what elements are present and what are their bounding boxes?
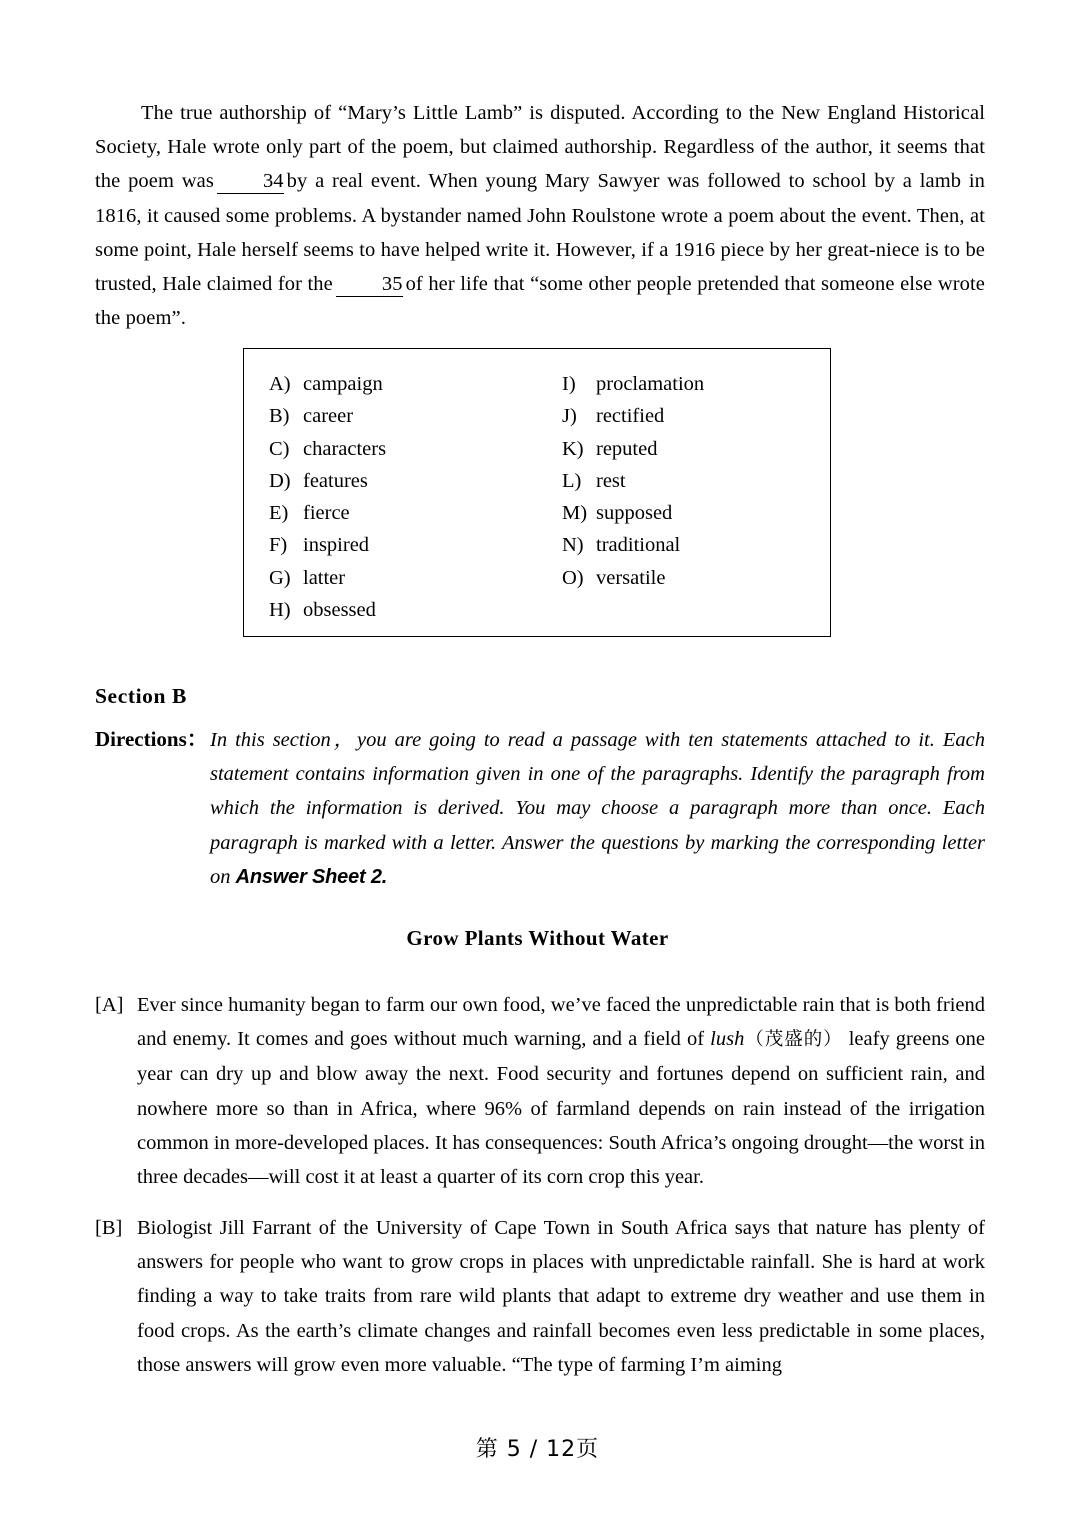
blank-34[interactable]: 34	[217, 171, 284, 194]
options-columns	[244, 349, 830, 636]
option-letter: K)	[562, 437, 584, 460]
paragraph-a-text-part2: leafy greens one year can dry up and blow away the next. Food security and fortunes depend on sufficient rain, and nowhere more so than in Africa, where 96% of farmland depends on rain instead of the irrigation common in more-developed places. It has consequences: South Africa’s ongoing drought—the worst in three decades—will cost it at least a quarter of its corn crop this year.	[137, 1028, 985, 1189]
passage-title: Grow Plants Without Water	[406, 926, 669, 950]
option-letter: H)	[269, 599, 291, 622]
option-letter: C)	[269, 437, 290, 460]
directions-body: In this section，you are going to read a passage with ten statements attached to it. Each statement contains information given in one of the paragraphs. Identify the paragraph from which the information is derived. You may choose a paragraph more than once. Each paragraph is marked with a letter. Answer the questions by marking the corresponding letter on	[210, 729, 985, 888]
options-column-left	[269, 368, 386, 626]
paragraph-a-chinese-gloss: （茂盛的）	[744, 1029, 843, 1051]
option-word: inspired	[303, 534, 370, 557]
option-item[interactable]	[562, 400, 704, 432]
option-word: rest	[596, 469, 626, 492]
option-item[interactable]	[269, 368, 386, 400]
page-number-footer: 第 5 / 12页	[475, 1437, 600, 1462]
blank-35[interactable]: 35	[336, 274, 403, 297]
option-item[interactable]	[269, 497, 386, 529]
option-word: fierce	[303, 502, 350, 525]
option-item[interactable]	[562, 562, 704, 594]
paragraph-marker-b: [B]	[95, 1217, 123, 1239]
option-word: reputed	[596, 437, 658, 460]
paragraph-a-text-part1: Ever since humanity began to farm our own food, we’ve faced the unpredictable rain that is both friend and enemy. It comes and goes without much warning, and a field of	[137, 994, 985, 1051]
option-letter: A)	[269, 373, 291, 395]
cloze-text-before-blank-34: The true authorship of “Mary’s Little Lamb” is disputed. According to the New England Historical Society, Hale wrote only part of the poem, but claimed authorship. Regardless of the author, it seems that the poem was	[95, 102, 985, 193]
option-item[interactable]	[562, 497, 704, 529]
cloze-text-between-blanks: by a real event. When young Mary Sawyer was followed to school by a lamb in 1816, it caused some problems. A bystander named John Roulstone wrote a poem about the event. Then, at some point, Hale herself seems to have helped write it. However, if a 1916 piece by her great-niece is to be trusted, Hale claimed for the	[95, 170, 985, 296]
cloze-paragraph	[95, 96, 985, 335]
option-letter: O)	[562, 566, 584, 589]
option-word: obsessed	[303, 599, 376, 622]
answer-sheet-reference: Answer Sheet 2.	[235, 865, 388, 888]
option-letter: E)	[269, 502, 289, 525]
option-word: supposed	[596, 502, 673, 525]
option-word: career	[303, 405, 354, 428]
option-word: campaign	[303, 373, 383, 395]
option-item[interactable]	[562, 465, 704, 497]
option-word: proclamation	[596, 373, 705, 395]
option-item[interactable]	[562, 433, 704, 465]
option-letter: J)	[562, 405, 577, 428]
option-item[interactable]	[562, 529, 704, 561]
option-word: latter	[303, 566, 346, 589]
option-item[interactable]	[269, 529, 386, 561]
option-word: versatile	[596, 566, 666, 589]
option-letter: B)	[269, 405, 290, 428]
option-letter: F)	[269, 534, 288, 557]
option-letter: M)	[562, 502, 588, 525]
passage-paragraph-b	[95, 1211, 985, 1382]
option-word: rectified	[596, 405, 665, 428]
option-letter: I)	[562, 373, 576, 395]
option-letter: D)	[269, 469, 291, 492]
option-item[interactable]	[269, 562, 386, 594]
cloze-text-after-blank-35: of her life that “some other people pretended that someone else wrote the poem”.	[95, 273, 985, 330]
passage-paragraph-a	[95, 988, 985, 1194]
option-letter: N)	[562, 534, 584, 557]
option-item[interactable]	[562, 368, 704, 400]
option-item[interactable]	[269, 465, 386, 497]
option-word: features	[303, 469, 368, 492]
section-heading: Section B	[95, 684, 187, 708]
option-item[interactable]	[269, 594, 386, 626]
directions-label: Directions：	[95, 727, 208, 751]
directions-text	[210, 723, 985, 894]
option-word: characters	[303, 437, 387, 460]
directions-block	[95, 723, 985, 894]
option-letter: G)	[269, 566, 291, 589]
paragraph-b-text: Biologist Jill Farrant of the University of Cape Town in South Africa says that nature has plenty of answers for people who want to grow crops in places with unpredictable rainfall. She is hard at work finding a way to take traits from rare wild plants that adapt to extreme dry weather and use them in food crops. As the earth’s climate changes and rainfall becomes even less predictable in some places, those answers will grow even more valuable. “The type of farming I’m aiming	[137, 1217, 985, 1376]
option-word: traditional	[596, 534, 681, 557]
paragraph-marker-a: [A]	[95, 994, 124, 1016]
option-item[interactable]	[269, 433, 386, 465]
options-column-right	[562, 368, 704, 594]
option-item[interactable]	[269, 400, 386, 432]
paragraph-a-italic-term: lush	[710, 1028, 745, 1051]
option-letter: L)	[562, 469, 582, 492]
options-box	[243, 348, 831, 637]
